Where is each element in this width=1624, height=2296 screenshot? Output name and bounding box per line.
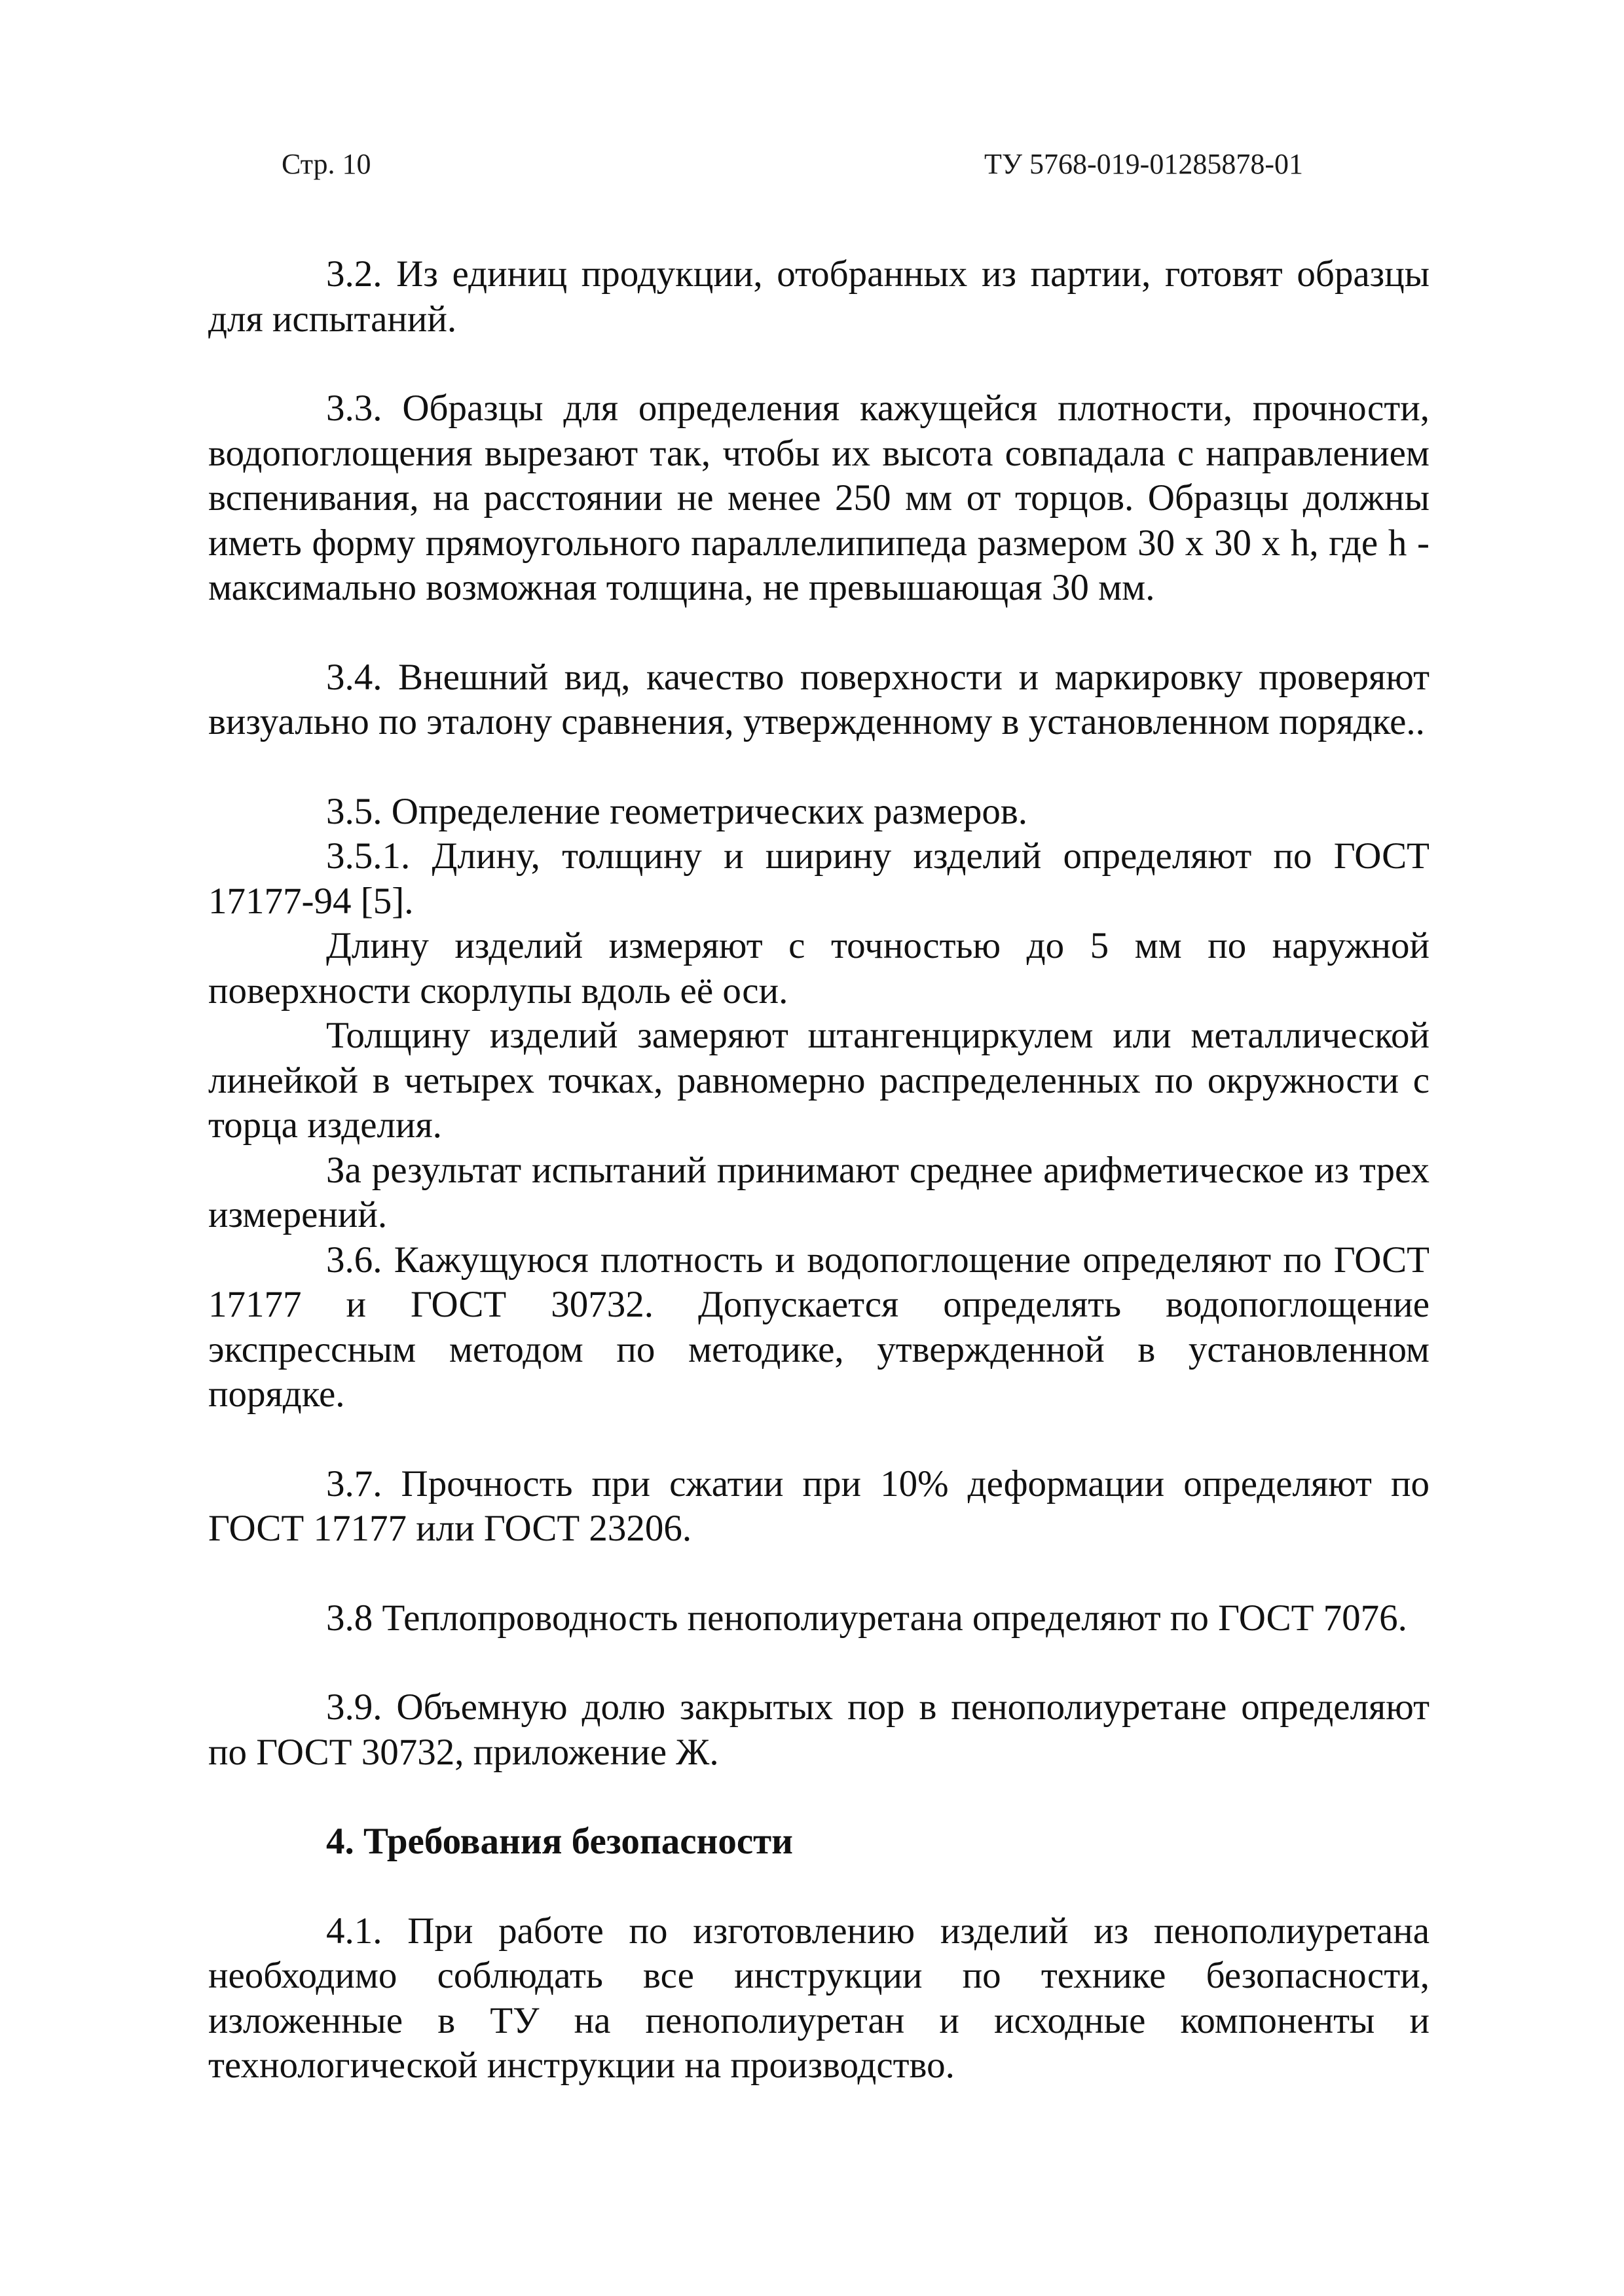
paragraph-4-1: 4.1. При работе по изготовлению изделий из пенополиуретана необходимо соблюдать все инструкции по технике безопасности, изложенные в ТУ на пенополиуретан и исходные компоненты и технологической инструкции на производство. bbox=[208, 1910, 1430, 2086]
document-code: ТУ 5768-019-01285878-01 bbox=[984, 148, 1303, 180]
section-4-heading: 4. Требования безопасности bbox=[326, 1821, 793, 1862]
paragraph-3-4: 3.4. Внешний вид, качество поверхности и маркировку проверяют визуально по эталону сравнения, утвержденному в установленном порядке.. bbox=[208, 656, 1430, 742]
paragraph-3-5-1-result: За результат испытаний принимают среднее арифметическое из трех измерений. bbox=[208, 1149, 1430, 1235]
paragraph-3-2: 3.2. Из единиц продукции, отобранных из партии, готовят образцы для испытаний. bbox=[208, 253, 1430, 340]
page-header bbox=[282, 147, 1303, 187]
paragraph-3-5-1-length: Длину изделий измеряют с точностью до 5 мм по наружной поверхности скорлупы вдоль её оси. bbox=[208, 925, 1430, 1011]
page-number: Стр. 10 bbox=[282, 148, 371, 180]
paragraph-3-5: 3.5. Определение геометрических размеров. bbox=[326, 790, 1028, 832]
paragraph-3-8: 3.8 Теплопроводность пенополиуретана определяют по ГОСТ 7076. bbox=[326, 1597, 1407, 1639]
paragraph-3-6: 3.6. Кажущуюся плотность и водопоглощение определяют по ГОСТ 17177 и ГОСТ 30732. Допускается определять водопоглощение экспрессным методом по методике, утвержденной в установленном порядке. bbox=[208, 1239, 1430, 1415]
paragraph-3-5-1: 3.5.1. Длину, толщину и ширину изделий определяют по ГОСТ 17177-94 [5]. bbox=[208, 835, 1430, 922]
paragraph-3-3: 3.3. Образцы для определения кажущейся плотности, прочности, водопоглощения вырезают так, чтобы их высота совпадала с направлением вспенивания, на расстоянии не менее 250 мм от торцов. Образцы должны иметь форму прямоугольного параллелипипеда размером 30 х 30 х h, где h - максимально возможная толщина, не превышающая 30 мм. bbox=[208, 388, 1430, 608]
paragraph-3-5-1-thickness: Толщину изделий замеряют штангенциркулем или металлической линейкой в четырех точках, равномерно распределенных по окружности с торца изделия. bbox=[208, 1015, 1430, 1146]
paragraph-3-7: 3.7. Прочность при сжатии при 10% деформации определяют по ГОСТ 17177 или ГОСТ 23206. bbox=[208, 1463, 1430, 1549]
document-body bbox=[208, 252, 1430, 2088]
paragraph-3-9: 3.9. Объемную долю закрытых пор в пенополиуретане определяют по ГОСТ 30732, приложение Ж. bbox=[208, 1686, 1430, 1773]
